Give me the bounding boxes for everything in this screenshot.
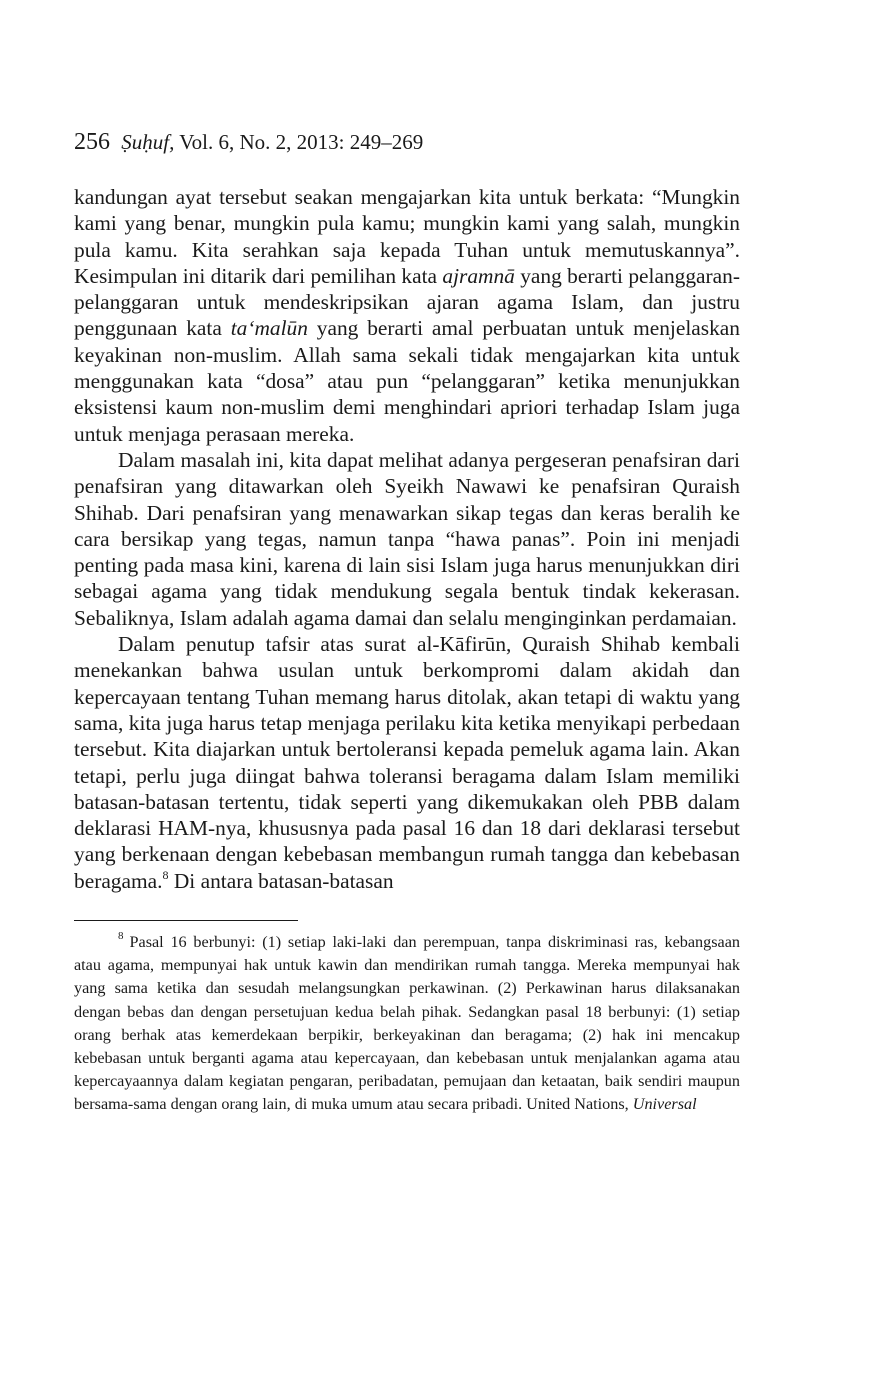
footnote-separator	[74, 920, 298, 921]
journal-citation: Vol. 6, No. 2, 2013: 249–269	[179, 130, 424, 154]
running-head	[74, 128, 740, 156]
paragraph	[74, 184, 740, 447]
italic-term: ajramnā	[442, 263, 515, 288]
paragraph	[74, 447, 740, 631]
italic-term: Universal	[632, 1095, 697, 1114]
page-number: 256	[74, 129, 110, 155]
footnote-marker: 8	[118, 930, 124, 943]
text-run: Di antara batasan-batasan	[168, 868, 394, 893]
text-run: yang berarti amal perbuatan untuk menjelaskan keyakinan non-muslim. Allah sama sekali tidak mengajarkan kita untuk menggunakan kata “dosa” atau pun “pelanggaran” ketika menunjukkan eksistensi kaum non-muslim demi menghindari apriori terhadap Islam juga untuk menjaga perasaan mereka.	[74, 316, 740, 446]
text-run: kandungan ayat tersebut seakan mengajarkan kita untuk berkata: “Mungkin kami yang benar, mungkin pula kamu; mungkin kami yang salah, mungkin pula kamu. Kita serahkan saja kepada Tuhan untuk memutuskannya”. Kesimpulan ini ditarik dari pemilihan kata	[74, 185, 740, 288]
italic-term: ta‘malūn	[230, 316, 308, 341]
text-run: Dalam penutup tafsir atas surat al-Kāfirūn, Quraish Shihab kembali menekankan bahwa usulan untuk berkompromi dalam akidah dan kepercayaan tentang Tuhan memang harus ditolak, akan tetapi di waktu yang sama, kita juga harus tetap menjaga perilaku kita ketika menyikapi perbedaan tersebut. Kita diajarkan untuk bertoleransi kepada pemeluk agama lain. Akan tetapi, perlu juga diingat bahwa toleransi beragama dalam Islam memiliki batasan-batasan tertentu, tidak seperti yang dikemukakan oleh PBB dalam deklarasi HAM-nya, khususnya pada pasal 16 dan 18 dari deklarasi tersebut yang berkenaan dengan kebebasan membangun rumah tangga dan kebebasan beragama.	[74, 632, 740, 893]
page	[74, 128, 740, 1117]
body-text	[74, 184, 740, 894]
text-run: Pasal 16 berbunyi: (1) setiap laki-laki dan perempuan, tanpa diskriminasi ras, kebangsaan atau agama, mempunyai hak untuk kawin dan mendirikan rumah tangga. Mereka mempunyai hak yang sama ketika dan sesudah melangsungkan perkawinan. (2) Perkawinan harus dilaksanakan dengan bebas dan dengan persetujuan kedua belah pihak. Sedangkan pasal 18 berbunyi: (1) setiap orang berhak atas kemerdekaan berpikir, berkeyakinan dan beragama; (2) hak ini mencakup kebebasan untuk berganti agama atau kepercayaan, dan kebebasan untuk menjalankan agama atau kepercayaannya dalam kegiatan pengaran, peribadatan, pemujaan dan ketaatan, baik sendiri maupun bersama-sama dengan orang lain, di muka umum atau secara pribadi. United Nations,	[74, 933, 740, 1114]
text-run: yang berarti pelanggaran-pelanggaran untuk mendeskripsikan ajaran agama Islam, dan justru penggunaan kata	[74, 263, 740, 341]
footnote-ref: 8	[162, 867, 169, 882]
text-run: Dalam masalah ini, kita dapat melihat adanya pergeseran penafsiran dari penafsiran yang ditawarkan oleh Syeikh Nawawi ke penafsiran Quraish Shihab. Dari penafsiran yang menawarkan sikap tegas dan keras beralih ke cara bersikap yang tegas, namun tanpa “hawa panas”. Poin ini menjadi penting pada masa kini, karena di lain sisi Islam juga harus menunjukkan diri sebagai agama yang tidak mendukung segala bentuk tindak kekerasan. Sebaliknya, Islam adalah agama damai dan selalu menginginkan perdamaian.	[74, 447, 740, 630]
journal-title: Ṣuḥuf,	[121, 130, 175, 154]
footnote	[74, 931, 740, 1117]
paragraph	[74, 631, 740, 894]
